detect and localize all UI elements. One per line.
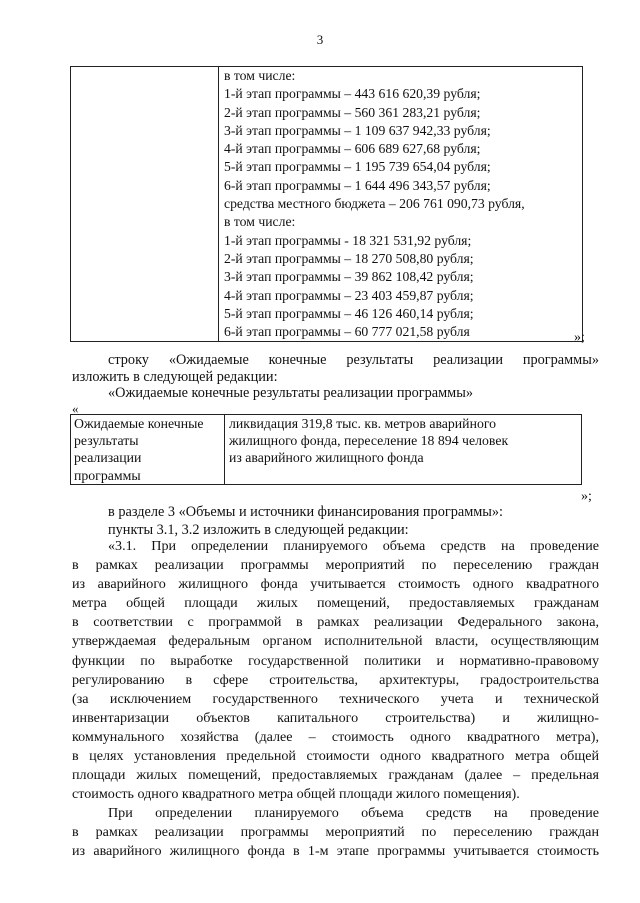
paragraph-line: инвентаризации объектов капитального строительства) и жилищно-	[72, 709, 599, 726]
funding-table	[70, 66, 583, 342]
results-value-line: ликвидация 319,8 тыс. кв. метров аварийного	[229, 416, 497, 431]
paragraph-line: из аварийного жилищного фонда в 1-м этапе программы учитывается стоимость	[72, 843, 599, 860]
funding-line: 6-й этап программы – 60 777 021,58 рубля	[224, 324, 470, 340]
funding-table-right-cell	[219, 67, 583, 342]
results-value-line: из аварийного жилищного фонда	[229, 450, 424, 466]
funding-line: средства местного бюджета – 206 761 090,73 рубля,	[224, 196, 525, 212]
paragraph-stroka: строку «Ожидаемые конечные результаты реализации программы»	[108, 352, 599, 368]
funding-line: 4-й этап программы – 606 689 627,68 рубля;	[224, 141, 481, 157]
closing-quote: »;	[581, 489, 592, 504]
results-table-left-cell	[71, 415, 225, 485]
funding-line: 6-й этап программы – 1 644 496 343,57 рубля;	[224, 177, 491, 193]
paragraph-line: утверждаемая федеральным органом исполнительной власти, осуществляющим	[72, 633, 599, 650]
paragraph-line: из аварийного жилищного фонда учитывается стоимость одного квадратного	[72, 576, 599, 593]
paragraph-points: пункты 3.1, 3.2 изложить в следующей редакции:	[108, 522, 409, 538]
results-label-line: реализации	[74, 450, 142, 466]
funding-line: в том числе:	[224, 214, 296, 230]
paragraph-line: функции по выработке государственной политики и нормативно-правовому	[72, 652, 599, 669]
results-label-line: Ожидаемые конечные	[74, 416, 204, 431]
paragraph-line: (за исключением государственного технического учета и технической	[72, 690, 599, 707]
paragraph-line: метра общей площади жилых помещений, предоставляемых гражданам	[72, 595, 599, 612]
paragraph-line: площади жилых помещений, предоставляемых гражданам (далее – предельная	[72, 767, 599, 784]
paragraph-stroka-continued: изложить в следующей редакции:	[72, 369, 278, 385]
paragraph-line: регулированию в сфере строительства, архитектуры, градостроительства	[72, 671, 599, 688]
results-value-line: жилищного фонда, переселение 18 894 человек	[229, 433, 509, 449]
paragraph-line: коммунального хозяйства (далее – стоимость одного квадратного метра),	[72, 728, 599, 745]
opening-quote: «	[72, 401, 79, 416]
funding-line: 5-й этап программы – 46 126 460,14 рубля;	[224, 305, 474, 321]
paragraph-line: в соответствии с программой в рамках реализации Федерального закона,	[72, 614, 599, 631]
paragraph-heading: «Ожидаемые конечные результаты реализации программы»	[108, 385, 473, 401]
results-table	[70, 414, 582, 485]
paragraph-3-2	[72, 804, 599, 861]
paragraph-line: При определении планируемого объема средств на проведение	[108, 805, 599, 821]
closing-quote: »;	[574, 330, 585, 345]
funding-line: 1-й этап программы - 18 321 531,92 рубля;	[224, 232, 472, 248]
paragraph-line: в целях установления предельной стоимости одного квадратного метра общей	[72, 748, 599, 765]
results-label-line: программы	[74, 467, 141, 483]
funding-line: 3-й этап программы – 39 862 108,42 рубля;	[224, 269, 474, 285]
paragraph-line: стоимость одного квадратного метра общей площади жилого помещения).	[72, 786, 520, 803]
results-label-line: результаты	[74, 433, 139, 449]
page-number: 3	[316, 32, 324, 47]
funding-line: 1-й этап программы – 443 616 620,39 рубля;	[224, 86, 481, 102]
paragraph-line: «3.1. При определении планируемого объема средств на проведение	[108, 538, 599, 554]
funding-line: 3-й этап программы – 1 109 637 942,33 рубля;	[224, 122, 491, 138]
paragraph-line: в рамках реализации программы мероприятий по переселению граждан	[72, 824, 599, 841]
funding-line: 2-й этап программы – 560 361 283,21 рубля;	[224, 104, 481, 120]
results-table-right-cell	[225, 415, 582, 485]
funding-line: 2-й этап программы – 18 270 508,80 рубля;	[224, 250, 474, 266]
funding-line: в том числе:	[224, 68, 296, 83]
paragraph-line: в рамках реализации программы мероприятий по переселению граждан	[72, 557, 599, 574]
paragraph-section: в разделе 3 «Объемы и источники финансирования программы»:	[108, 504, 504, 520]
funding-line: 4-й этап программы – 23 403 459,87 рубля;	[224, 287, 474, 303]
funding-table-left-cell	[71, 67, 219, 342]
funding-line: 5-й этап программы – 1 195 739 654,04 рубля;	[224, 159, 491, 175]
paragraph-3-1	[72, 537, 599, 804]
